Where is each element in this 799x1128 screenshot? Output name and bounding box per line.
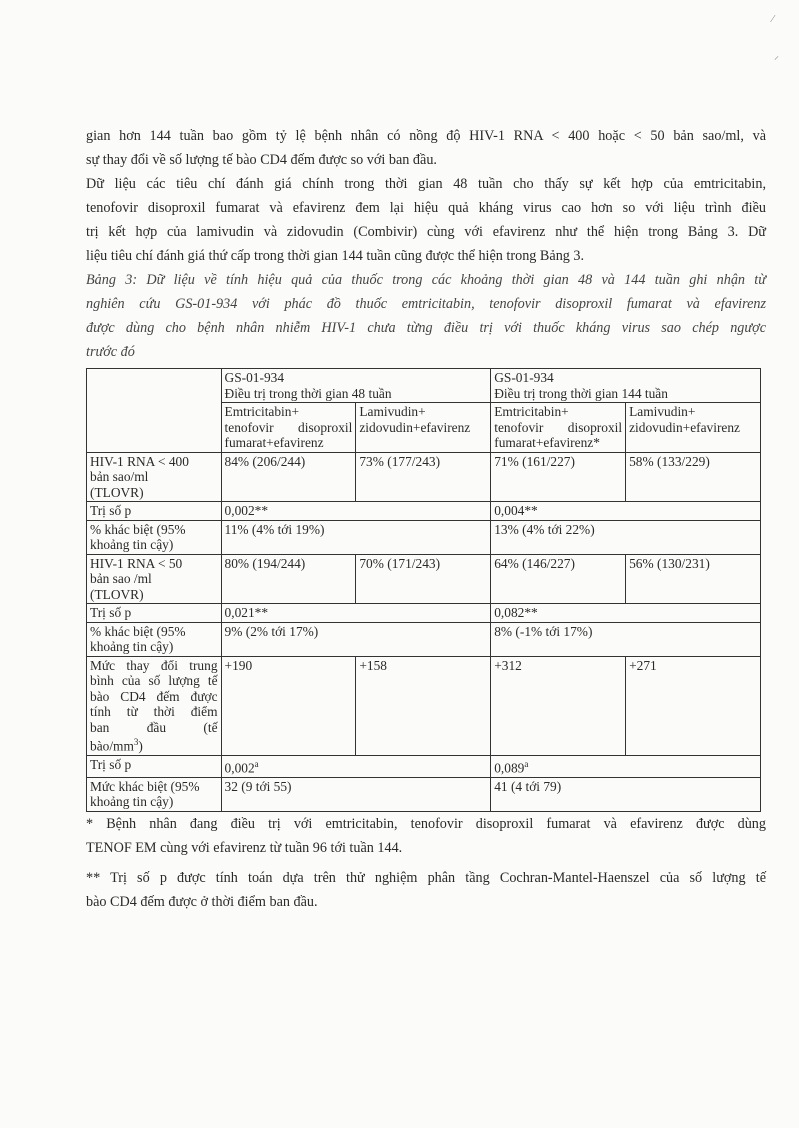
- arm-header: Lamivudin+ zidovudin+efavirenz: [626, 403, 761, 453]
- footnote-line: TENOF EM cùng với efavirenz từ tuần 96 tới tuần 144.: [86, 839, 403, 856]
- corner-mark-2: ⸝: [774, 51, 779, 62]
- caption-line: trước đó: [86, 344, 135, 360]
- arm-header: Lamivudin+ zidovudin+efavirenz: [356, 403, 491, 453]
- row-label: % khác biệt (95% khoảng tin cậy): [87, 622, 222, 656]
- corner-mark-1: ⁄: [772, 14, 774, 25]
- intro-line: liệu tiêu chí đánh giá thứ cấp trong thời gian 144 tuần cũng được thể hiện trong Bảng 3.: [86, 248, 585, 264]
- table-cell: 58% (133/229): [626, 452, 761, 502]
- table-cell: 80% (194/244): [221, 554, 356, 604]
- table-row: [87, 755, 761, 777]
- table-cell: 13% (4% tới 22%): [491, 520, 761, 554]
- efficacy-table: [86, 368, 761, 812]
- row-label: Trị số p: [87, 755, 222, 777]
- table-cell: 0,002**: [221, 502, 491, 521]
- table-row: [87, 502, 761, 521]
- row-label: HIV-1 RNA < 50 bản sao /ml (TLOVR): [87, 554, 222, 604]
- footnotes: [86, 812, 766, 914]
- footnote-line: * Bệnh nhân đang điều trị với emtricitabin, tenofovir disoproxil fumarat và efavirenz được dùng: [86, 815, 766, 832]
- table-cell: 8% (-1% tới 17%): [491, 622, 761, 656]
- table-cell: 84% (206/244): [221, 452, 356, 502]
- row-label: % khác biệt (95% khoảng tin cậy): [87, 520, 222, 554]
- table-row: [87, 452, 761, 502]
- table-row: [87, 604, 761, 623]
- table-cell: 41 (4 tới 79): [491, 777, 761, 811]
- footnote-line: bào CD4 đếm được ở thời điểm ban đầu.: [86, 893, 318, 910]
- header-144-weeks: GS-01-934 Điều trị trong thời gian 144 tuần: [491, 369, 761, 403]
- arm-header: Emtricitabin+ tenofovir disoproxil fumarat+efavirenz: [221, 403, 356, 453]
- table-cell: 0,002$^a$: [221, 755, 491, 777]
- table-row: [87, 656, 761, 755]
- intro-line: trị kết hợp của lamivudin và zidovudin (Combivir) cùng với efavirenz như thể hiện trong Bảng 3. Dữ: [86, 224, 766, 240]
- table-cell: 0,021**: [221, 604, 491, 623]
- table-caption: [86, 268, 766, 364]
- table-cell: 70% (171/243): [356, 554, 491, 604]
- table-cell: +190: [221, 656, 356, 755]
- table-row: [87, 554, 761, 604]
- caption-line: nghiên cứu GS-01-934 với phác đồ thuốc emtricitabin, tenofovir disoproxil fumarat và efavirenz: [86, 296, 766, 312]
- table-cell: +312: [491, 656, 626, 755]
- table-cell: 64% (146/227): [491, 554, 626, 604]
- document-page: [86, 124, 766, 914]
- table-cell: +158: [356, 656, 491, 755]
- row-label: Mức khác biệt (95% khoảng tin cậy): [87, 777, 222, 811]
- row-label: Mức thay đổi trung bình của số lượng tế bào CD4 đếm được tính từ thời điểm ban đầu (tế bào/$mm^3$): [87, 656, 222, 755]
- intro-line: tenofovir disoproxil fumarat và efavirenz đem lại hiệu quả kháng virus cao hơn so với liệu trình điều: [86, 200, 766, 216]
- table-cell: 0,089$^a$: [491, 755, 761, 777]
- table-cell: 73% (177/243): [356, 452, 491, 502]
- table-cell: 71% (161/227): [491, 452, 626, 502]
- table-cell: 11% (4% tới 19%): [221, 520, 491, 554]
- table-cell: 0,004**: [491, 502, 761, 521]
- intro-line: gian hơn 144 tuần bao gồm tỷ lệ bệnh nhân có nồng độ HIV-1 RNA < 400 hoặc < 50 bản sao/ml, và: [86, 128, 766, 144]
- arm-header: Emtricitabin+ tenofovir disoproxil fumarat+efavirenz*: [491, 403, 626, 453]
- table-row: [87, 622, 761, 656]
- table-cell: 9% (2% tới 17%): [221, 622, 491, 656]
- caption-line: được dùng cho bệnh nhân nhiễm HIV-1 chưa từng điều trị với thuốc kháng virus sao chép ngược: [86, 320, 766, 336]
- row-label: Trị số p: [87, 604, 222, 623]
- table-row: [87, 520, 761, 554]
- intro-line: Dữ liệu các tiêu chí đánh giá chính trong thời gian 48 tuần cho thấy sự kết hợp của emtricitabin,: [86, 176, 766, 192]
- intro-paragraph: [86, 124, 766, 268]
- row-label: Trị số p: [87, 502, 222, 521]
- table-cell: +271: [626, 656, 761, 755]
- header-48-weeks: GS-01-934 Điều trị trong thời gian 48 tuần: [221, 369, 491, 403]
- footnote-line: ** Trị số p được tính toán dựa trên thử nghiệm phân tầng Cochran-Mantel-Haenszel của số lượng tế: [86, 869, 766, 886]
- table-row: [87, 777, 761, 811]
- caption-line: Bảng 3: Dữ liệu về tính hiệu quả của thuốc trong các khoảng thời gian 48 và 144 tuần ghi nhận từ: [86, 272, 766, 288]
- table-cell: 56% (130/231): [626, 554, 761, 604]
- row-label: HIV-1 RNA < 400 bản sao/ml (TLOVR): [87, 452, 222, 502]
- intro-line: sự thay đổi về số lượng tế bào CD4 đếm được so với ban đầu.: [86, 152, 437, 168]
- table-cell: 32 (9 tới 55): [221, 777, 491, 811]
- table-cell: 0,082**: [491, 604, 761, 623]
- empty-header-cell: [87, 369, 222, 453]
- table-header-row: [87, 369, 761, 403]
